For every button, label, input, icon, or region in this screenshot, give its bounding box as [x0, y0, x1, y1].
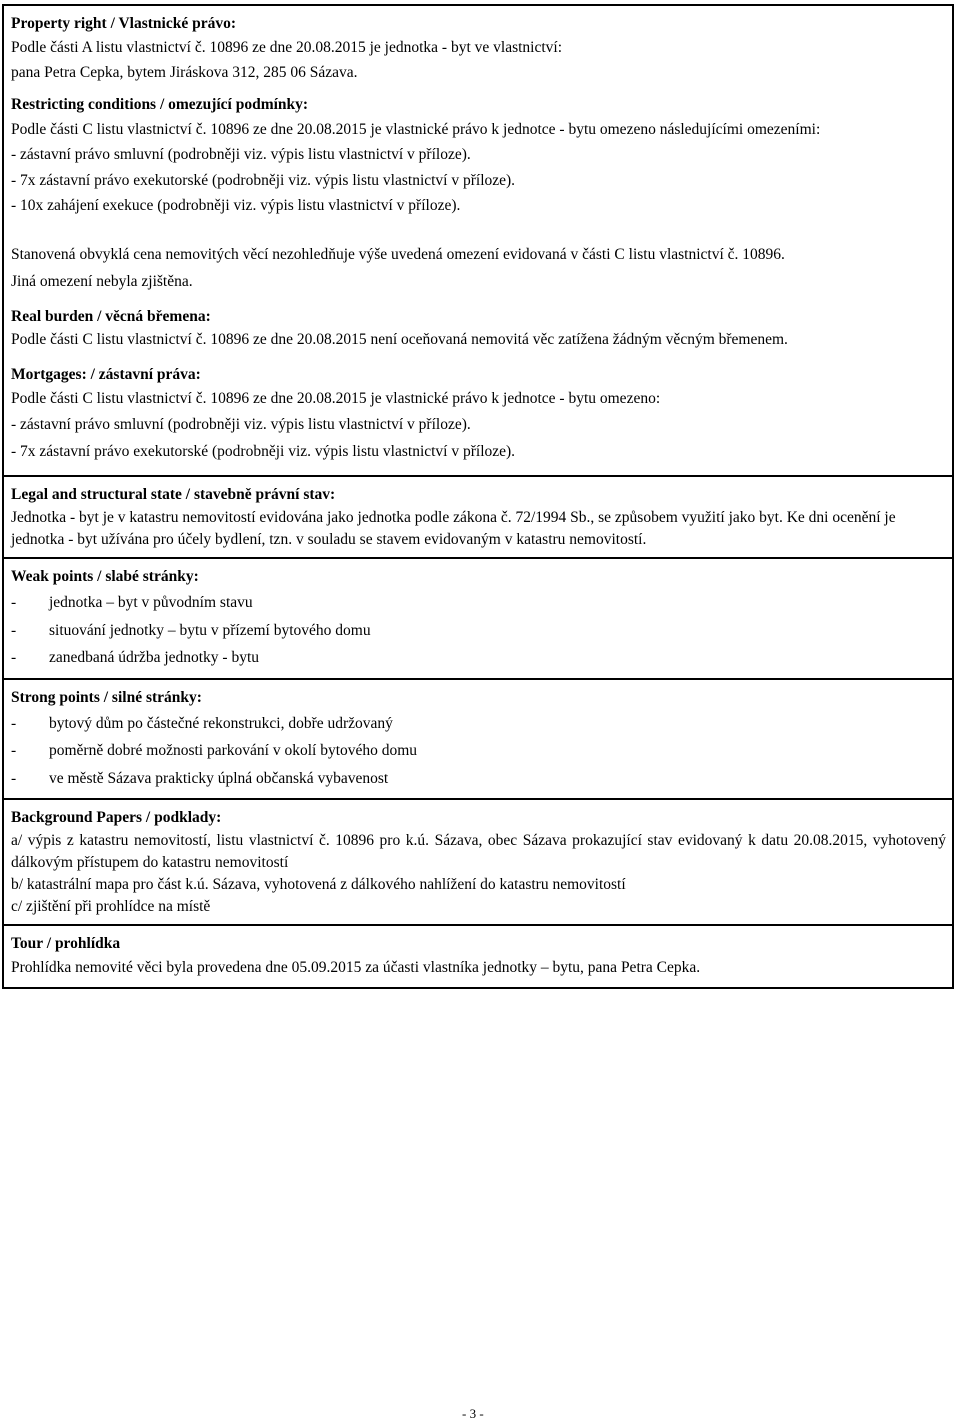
- real-burden-text: Podle části C listu vlastnictví č. 10896 ze dne 20.08.2015 není oceňovaná nemovitá věc zatížena žádným věcným břemenem.: [11, 330, 788, 348]
- list-item: - situování jednotky – bytu v přízemí bytového domu: [11, 621, 371, 639]
- list-item: - jednotka – byt v původním stavu: [11, 594, 253, 611]
- legal-state-text: Jednotka - byt je v katastru nemovitostí evidována jako jednotka podle zákona č. 72/1994 Sb., se způsobem využití jako byt. Ke dni ocenění je jednotka - byt užívána pro účely bydlení, tzn. v souladu se stavem evidovaným v katastru nemovitostí.: [11, 509, 896, 548]
- list-item: - ve městě Sázava prakticky úplná občanská vybavenost: [11, 769, 389, 787]
- section-property-right: [4, 6, 952, 477]
- section-background-papers: [4, 800, 952, 926]
- tour-heading: Tour / prohlídka: [11, 935, 121, 952]
- mortgage-item: - 7x zástavní právo exekutorské (podrobněji viz. výpis listu vlastnictví v příloze).: [11, 443, 516, 460]
- list-item: - zanedbaná údržba jednotky - bytu: [11, 649, 260, 666]
- property-right-line-1: Podle části A listu vlastnictví č. 10896 ze dne 20.08.2015 je jednotka - byt ve vlastnictví:: [11, 39, 563, 56]
- document-frame: [2, 4, 954, 989]
- restricting-conditions-heading: Restricting conditions / omezující podmínky:: [11, 96, 309, 113]
- restriction-item: - zástavní právo smluvní (podrobněji viz. výpis listu vlastnictví v příloze).: [11, 146, 471, 163]
- property-right-heading: Property right / Vlastnické právo:: [11, 15, 237, 32]
- section-tour: [4, 926, 952, 987]
- list-item: - bytový dům po částečné rekonstrukci, dobře udržovaný: [11, 714, 393, 732]
- section-weak-points: [4, 559, 952, 680]
- tour-text: Prohlídka nemovité věci byla provedena dne 05.09.2015 za účasti vlastníka jednotky – bytu, pana Petra Cepka.: [11, 959, 701, 976]
- restricting-conditions-intro: Podle části C listu vlastnictví č. 10896 ze dne 20.08.2015 je vlastnické právo k jednotce - bytu omezeno následujícími omezeními:: [11, 121, 821, 138]
- section-legal-state: [4, 477, 952, 559]
- no-other-restrictions: Jiná omezení nebyla zjištěna.: [11, 272, 193, 290]
- list-item: - poměrně dobré možnosti parkování v okolí bytového domu: [11, 742, 418, 759]
- background-item-c: c/ zjištění při prohlídce na místě: [11, 898, 211, 915]
- weak-points-heading: Weak points / slabé stránky:: [11, 568, 199, 585]
- section-strong-points: [4, 680, 952, 801]
- mortgage-item: - zástavní právo smluvní (podrobněji viz. výpis listu vlastnictví v příloze).: [11, 416, 471, 433]
- background-papers-heading: Background Papers / podklady:: [11, 809, 222, 826]
- mortgages-intro: Podle části C listu vlastnictví č. 10896 ze dne 20.08.2015 je vlastnické právo k jednotce - bytu omezeno:: [11, 389, 661, 407]
- background-item-a: a/ výpis z katastru nemovitostí, listu vlastnictví č. 10896 pro k.ú. Sázava, obec Sázava prokazující stav evidovaný k datu 20.08.2015, vyhotovený dálkovým přístupem do katastru nemovitostí: [11, 832, 946, 871]
- page-number: - 3 -: [462, 1406, 484, 1421]
- background-item-b: b/ katastrální mapa pro část k.ú. Sázava, vyhotovená z dálkového nahlížení do katastru nemovitostí: [11, 876, 626, 893]
- legal-state-heading: Legal and structural state / stavebně právní stav:: [11, 486, 336, 503]
- strong-points-heading: Strong points / silné stránky:: [11, 688, 202, 706]
- mortgages-heading: Mortgages: / zástavní práva:: [11, 365, 201, 383]
- real-burden-heading: Real burden / věcná břemena:: [11, 307, 211, 325]
- restriction-item: - 7x zástavní právo exekutorské (podrobněji viz. výpis listu vlastnictví v příloze).: [11, 171, 516, 189]
- property-right-line-2: pana Petra Cepka, bytem Jiráskova 312, 285 06 Sázava.: [11, 63, 358, 81]
- restriction-item: - 10x zahájení exekuce (podrobněji viz. výpis listu vlastnictví v příloze).: [11, 197, 461, 214]
- price-note: Stanovená obvyklá cena nemovitých věcí nezohledňuje výše uvedená omezení evidovaná v části C listu vlastnictví č. 10896.: [11, 245, 785, 263]
